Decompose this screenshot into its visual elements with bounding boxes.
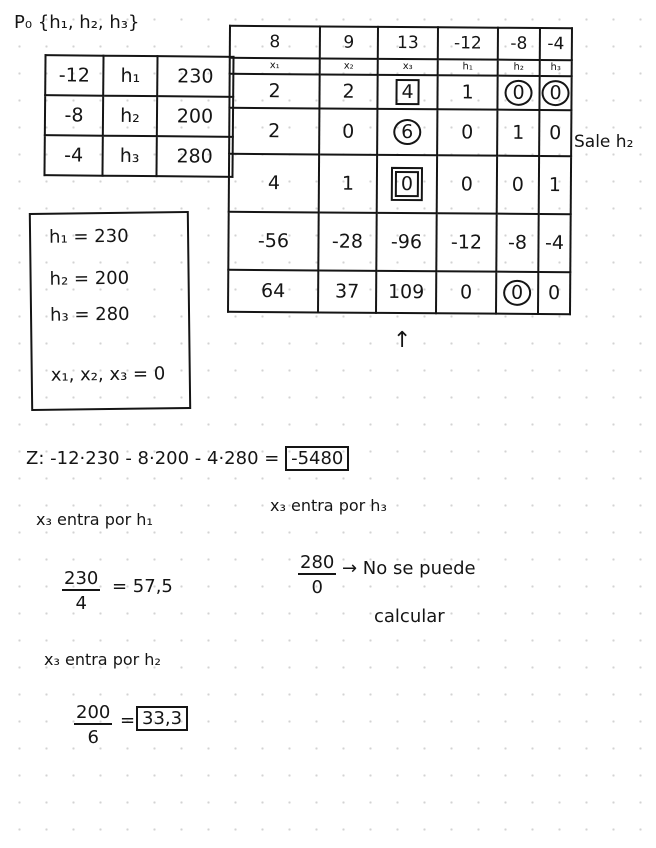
z-result: -5480 — [285, 446, 349, 471]
tableau-cell: 0 — [497, 156, 539, 214]
table-row — [228, 212, 570, 272]
basis-table — [43, 54, 234, 178]
ratio-h3-note-2: calcular — [374, 606, 445, 627]
basis-var: h₃ — [102, 136, 156, 176]
tableau-cell: -12 — [436, 213, 496, 271]
cost-row — [230, 26, 572, 60]
tableau-cell: 64 — [228, 270, 318, 313]
tableau-cell — [377, 109, 437, 155]
ratio-h1-fraction — [62, 568, 100, 614]
tableau-cell: 2 — [229, 108, 319, 155]
ratio-h3-den: 0 — [311, 577, 323, 598]
tableau-cell — [497, 76, 539, 110]
table-row — [229, 154, 571, 214]
tableau-cell: 2 — [319, 74, 377, 108]
basis-var: h₁ — [103, 56, 157, 96]
ratio-h1-label: x₃ entra por h₁ — [36, 510, 153, 529]
var-cell: x₃ — [378, 59, 438, 75]
tableau-cell: -4 — [538, 214, 570, 272]
ratio-h2-equals: = — [120, 710, 136, 731]
tableau-cell: -8 — [496, 214, 538, 272]
table-row — [229, 74, 571, 110]
basis-value: 200 — [157, 96, 233, 137]
h2-value: h₂ = 200 — [49, 267, 130, 290]
ratio-h2-result: 33,3 — [136, 706, 188, 731]
ratio-h3-fraction — [298, 552, 336, 598]
cost-cell: -4 — [540, 28, 572, 60]
cost-cell: 8 — [230, 26, 320, 59]
tableau-cell: -28 — [318, 212, 376, 270]
table-row — [45, 95, 233, 137]
ratio-h2-fraction — [74, 702, 112, 748]
tableau-cell: 109 — [376, 271, 436, 313]
ratio-h2-den: 6 — [87, 727, 99, 748]
ratio-h1-den: 4 — [75, 593, 87, 614]
circled-zero: 0 — [541, 80, 569, 106]
tableau-cell — [377, 75, 437, 109]
simplex-tableau — [227, 25, 573, 315]
tableau-cell: 0 — [319, 108, 377, 154]
tableau-cell: 0 — [538, 272, 570, 314]
h3-value: h₃ = 280 — [49, 303, 130, 326]
basis-cost: -4 — [44, 135, 102, 176]
ratio-h1-result: = 57,5 — [112, 576, 173, 597]
cost-cell: -8 — [498, 28, 540, 60]
initial-solution-box — [29, 211, 191, 411]
boxed-element: 4 — [395, 79, 419, 105]
basis-cost: -12 — [45, 55, 103, 96]
tableau-cell — [496, 272, 538, 314]
z-expression: Z: -12·230 - 8·200 - 4·280 = — [26, 448, 280, 469]
tableau-cell: 2 — [229, 74, 319, 109]
var-cell: x₂ — [320, 58, 378, 74]
leaves-note: Sale h₂ — [574, 132, 634, 152]
tableau-cell: -56 — [228, 212, 318, 271]
ratio-h2-label: x₃ entra por h₂ — [44, 650, 161, 669]
ratio-h1-num: 230 — [64, 568, 99, 589]
circled-zero: 0 — [504, 80, 532, 106]
entry-arrow-icon: ↑ — [393, 328, 412, 353]
var-cell: h₂ — [498, 60, 540, 76]
tableau-cell: -96 — [376, 213, 436, 271]
tableau-cell: 1 — [539, 156, 571, 214]
x-values: x₁, x₂, x₃ = 0 — [50, 363, 166, 386]
circled-zero: 0 — [503, 280, 531, 306]
tableau-cell — [539, 76, 571, 110]
var-cell: x₁ — [230, 58, 320, 75]
cost-cell: -12 — [438, 27, 498, 59]
tableau-cell: 37 — [318, 270, 376, 312]
tableau-cell: 0 — [436, 271, 496, 313]
table-row — [44, 135, 232, 177]
cost-cell: 13 — [378, 27, 438, 59]
z-equation — [26, 448, 349, 469]
table-row — [228, 270, 570, 314]
cost-cell: 9 — [320, 26, 378, 58]
var-cell: h₁ — [438, 59, 498, 75]
tableau-cell: 1 — [319, 154, 377, 212]
tableau-cell: 1 — [497, 110, 539, 156]
boxed-element: 0 — [395, 171, 419, 197]
basis-cost: -8 — [45, 95, 103, 136]
var-cell: h₃ — [540, 60, 572, 76]
basis-value: 230 — [157, 56, 233, 97]
tableau-cell — [377, 155, 437, 213]
ratio-h3-label: x₃ entra por h₃ — [270, 496, 387, 515]
pivot-element: 6 — [393, 119, 421, 145]
tableau-cell: 0 — [539, 110, 571, 156]
tableau-cell: 4 — [229, 154, 319, 213]
table-row — [229, 108, 571, 156]
tableau-cell: 0 — [437, 155, 497, 213]
basis-var: h₂ — [103, 96, 157, 136]
tableau-cell: 0 — [437, 109, 497, 155]
ratio-h3-num: 280 — [300, 552, 335, 573]
h1-value: h₁ = 230 — [48, 225, 129, 248]
ratio-h3-note: → No se puede — [342, 558, 476, 579]
basis-value: 280 — [156, 136, 232, 177]
table-row — [45, 55, 233, 97]
tableau-cell: 1 — [437, 75, 497, 109]
basis-header: P₀ {h₁, h₂, h₃} — [14, 12, 140, 33]
ratio-h2-num: 200 — [76, 702, 111, 723]
